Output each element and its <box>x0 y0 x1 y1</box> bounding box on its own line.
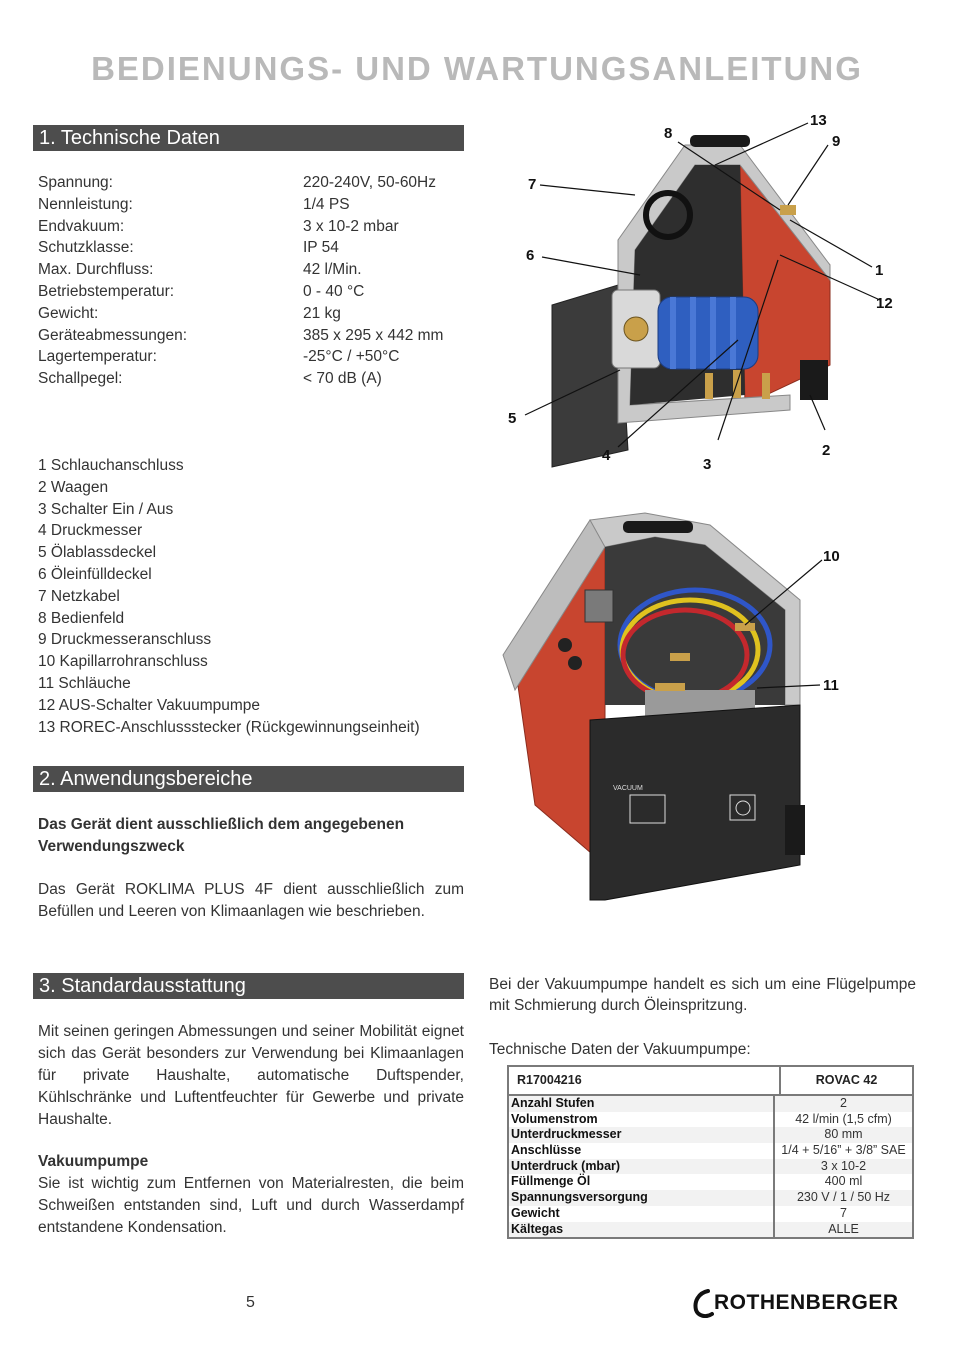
brass-fitting <box>735 623 755 631</box>
callout-2: 2 <box>822 442 831 459</box>
carry-handle <box>690 135 750 147</box>
table-cell: 400 ml <box>824 1174 863 1189</box>
switch-knob <box>568 656 582 670</box>
device-diagram-open <box>490 105 920 480</box>
table-cell: Volumenstrom <box>509 1112 775 1128</box>
legend-item: 2 Waagen <box>38 478 109 496</box>
section-heading-anwendungsbereiche: 2. Anwendungsbereiche <box>33 766 464 792</box>
table-row <box>509 1206 912 1222</box>
table-cell: 230 V / 1 / 50 Hz <box>796 1190 891 1205</box>
spec-value: 1/4 PS <box>303 195 350 213</box>
brass-fitting <box>655 683 685 691</box>
spec-row <box>38 172 468 194</box>
table-cell: 42 l/min (1,5 cfm) <box>795 1111 892 1126</box>
table-header-cell: ROVAC 42 <box>815 1073 878 1087</box>
legend-item: 3 Schalter Ein / Aus <box>38 500 174 518</box>
spec-list <box>38 172 468 390</box>
motor-rib <box>730 297 736 369</box>
table-cell: 7 <box>840 1205 847 1220</box>
callout-4: 4 <box>602 447 611 464</box>
table-cell: 2 <box>840 1096 847 1110</box>
table-cell: 3 x 10-2 <box>820 1158 867 1173</box>
table-row <box>509 1096 912 1112</box>
callout-1: 1 <box>875 262 884 279</box>
spec-row <box>38 346 468 368</box>
spec-row <box>38 281 468 303</box>
callout-6: 6 <box>526 247 535 264</box>
section-heading-technische-daten: 1. Technische Daten <box>33 125 464 151</box>
switch-knob <box>558 638 572 652</box>
callout-9: 9 <box>832 133 841 150</box>
table-cell: ALLE <box>828 1221 859 1236</box>
legend-item: 7 Netzkabel <box>38 587 120 605</box>
spec-value: 0 - 40 °C <box>303 282 365 300</box>
callout-12: 12 <box>876 295 893 312</box>
legend-item: 6 Öleinfülldeckel <box>38 565 152 583</box>
device-diagram-hoses <box>495 505 855 905</box>
table-body <box>509 1096 912 1237</box>
table-row <box>509 1174 912 1190</box>
device-foot <box>785 805 805 855</box>
legend-item: 11 Schläuche <box>38 674 131 692</box>
table-row <box>509 1222 912 1238</box>
legend-item: 1 Schlauchanschluss <box>38 457 184 474</box>
legend-item: 4 Druckmesser <box>38 522 143 540</box>
spec-value: 42 l/Min. <box>303 261 362 279</box>
usage-note: Das Gerät dient ausschließlich dem angegebenen Verwendungszweck <box>38 816 405 855</box>
spec-row <box>38 325 468 347</box>
table-row <box>509 1190 912 1206</box>
table-row <box>509 1159 912 1175</box>
pump-sight-glass <box>624 317 648 341</box>
spec-label: Max. Durchfluss: <box>38 261 154 279</box>
callout-7: 7 <box>528 176 537 193</box>
legend-item: 10 Kapillarrohranschluss <box>38 653 208 671</box>
table-header <box>509 1067 912 1096</box>
standard-equipment-text: Mit seinen geringen Abmessungen und seiner Mobilität eignet sich das Gerät besonders zur Verwendung bei Klimaanlagen für private Haushalte, automatische Duftspender, Kühlschränke und Luftentfeuchter für Gewerbe und private Haushalte. <box>38 1023 464 1128</box>
front-door <box>590 705 800 900</box>
spec-value: 220-240V, 50-60Hz <box>303 174 436 191</box>
callout-10: 10 <box>823 548 840 565</box>
vacuum-pump-intro: Bei der Vakuumpumpe handelt es sich um eine Flügelpumpe mit Schmierung durch Öleinspritzung. <box>489 976 916 1014</box>
section-heading-standardausstattung: 3. Standardausstattung <box>33 973 464 999</box>
spec-label: Betriebstemperatur: <box>38 282 175 300</box>
callout-3: 3 <box>703 456 712 473</box>
table-cell: 1/4 + 5/16” + 3/8” SAE <box>781 1143 906 1158</box>
legend-item: 12 AUS-Schalter Vakuumpumpe <box>38 696 260 714</box>
spec-label: Lagertemperatur: <box>38 348 157 366</box>
motor-rib <box>690 297 696 369</box>
table-cell: Gewicht <box>509 1206 775 1222</box>
spec-label: Nennleistung: <box>38 195 133 213</box>
spec-label: Gewicht: <box>38 304 99 322</box>
table-cell: Spannungsversorgung <box>509 1190 775 1206</box>
callout-5: 5 <box>508 410 517 427</box>
spec-value: 3 x 10-2 mbar <box>303 217 399 235</box>
table-row <box>509 1127 912 1143</box>
table-row <box>509 1143 912 1159</box>
brass-fitting <box>780 205 796 215</box>
brand-name: ROTHENBERGER <box>714 1291 899 1314</box>
brass-fitting <box>705 373 713 399</box>
spec-value: -25°C / +50°C <box>303 348 400 366</box>
usage-text: Das Gerät ROKLIMA PLUS 4F dient ausschließlich zum Befüllen und Leeren von Klimaanlagen wie beschrieben. <box>38 881 464 920</box>
spec-value: IP 54 <box>303 239 339 257</box>
vacuum-pump-text: Sie ist wichtig zum Entfernen von Materialresten, die beim Schweißen entstanden sind, Luft und durch Wasserdampf entstandene Kondensation. <box>38 1175 464 1236</box>
spec-value: < 70 dB (A) <box>303 370 382 388</box>
legend-item: 8 Bedienfeld <box>38 609 125 627</box>
spec-label: Geräteabmessungen: <box>38 326 188 344</box>
table-cell: Anzahl Stufen <box>509 1096 775 1112</box>
legend-item: 9 Druckmesseranschluss <box>38 631 212 649</box>
table-caption: Technische Daten der Vakuumpumpe: <box>489 1041 751 1058</box>
table-header-cell: R17004216 <box>509 1067 781 1094</box>
spec-label: Schallpegel: <box>38 370 123 388</box>
callout-13: 13 <box>810 112 827 129</box>
brass-fitting <box>762 373 770 399</box>
page-title: BEDIENUNGS- UND WARTUNGSANLEITUNG <box>91 50 863 87</box>
legend-item: 5 Ölablassdeckel <box>38 544 157 562</box>
vacuum-pump-table <box>507 1065 914 1239</box>
device-foot <box>800 360 828 400</box>
table-cell: Füllmenge Öl <box>509 1174 775 1190</box>
spec-row <box>38 194 468 216</box>
brass-fitting <box>670 653 690 661</box>
spec-row <box>38 259 468 281</box>
spec-value: 21 kg <box>303 304 341 322</box>
table-cell: Kältegas <box>509 1222 775 1238</box>
motor-rib <box>710 297 716 369</box>
table-cell: Anschlüsse <box>509 1143 775 1159</box>
brand-logo <box>692 1288 899 1318</box>
spec-row <box>38 303 468 325</box>
spec-row <box>38 368 468 390</box>
table-cell: Unterdruckmesser <box>509 1127 775 1143</box>
spec-row <box>38 216 468 238</box>
display-screen <box>585 590 613 622</box>
spec-label: Schutzklasse: <box>38 239 134 257</box>
spec-label: Endvakuum: <box>38 217 125 235</box>
component-legend <box>38 455 468 738</box>
spec-row <box>38 237 468 259</box>
legend-item: 13 ROREC-Anschlussstecker (Rückgewinnungseinheit) <box>38 718 420 736</box>
page-number: 5 <box>246 1294 255 1311</box>
spec-label: Spannung: <box>38 174 113 191</box>
spec-value: 385 x 295 x 442 mm <box>303 326 444 344</box>
table-row <box>509 1112 912 1128</box>
callout-11: 11 <box>823 677 839 694</box>
carry-handle <box>623 521 693 533</box>
table-cell: Unterdruck (mbar) <box>509 1159 775 1175</box>
vacuum-pump-heading: Vakuumpumpe <box>38 1153 149 1170</box>
table-cell: 80 mm <box>824 1127 863 1142</box>
motor-rib <box>670 297 676 369</box>
brand-swoosh-icon <box>692 1288 714 1318</box>
callout-8: 8 <box>664 125 673 142</box>
vacuum-panel-label: VACUUM <box>613 785 643 792</box>
